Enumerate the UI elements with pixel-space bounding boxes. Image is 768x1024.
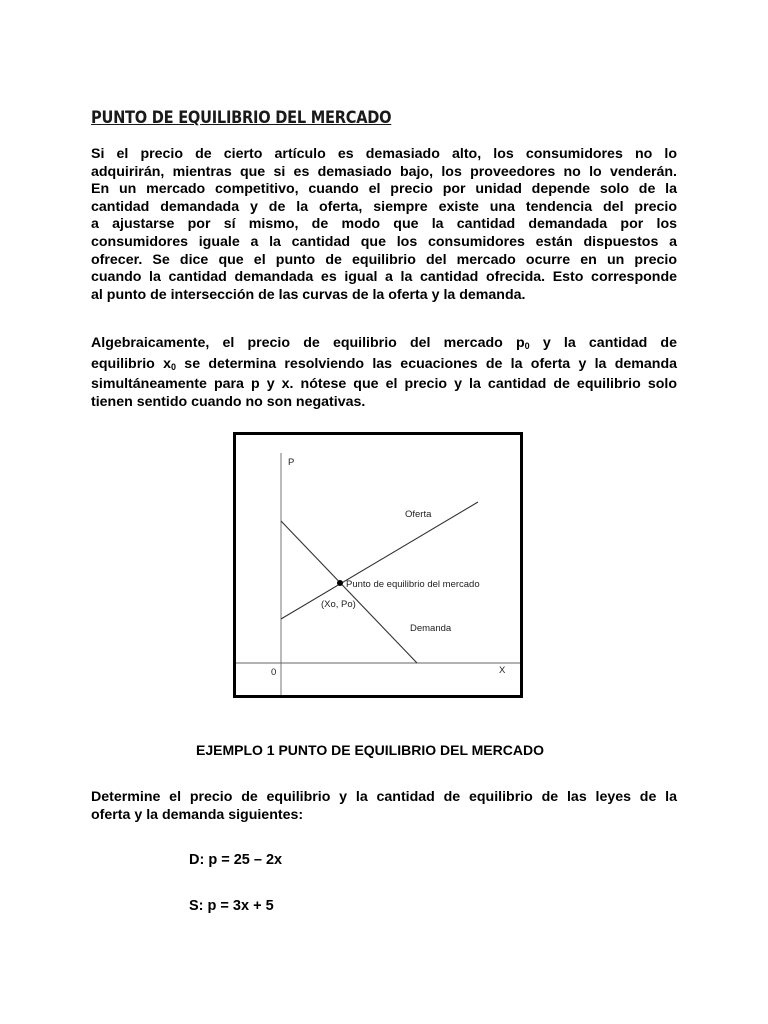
- example-title: EJEMPLO 1 PUNTO DE EQUILIBRIO DEL MERCADO: [196, 742, 544, 758]
- supply-label: Oferta: [405, 509, 432, 520]
- demand-equation: D: p = 25 – 2x: [189, 852, 283, 868]
- text-line: consumidores iguale a la cantidad que los consumidores están dispuestos a: [91, 233, 677, 250]
- supply-curve: [281, 502, 478, 619]
- text-line: simultáneamente para p y x. nótese que el precio y la cantidad de equilibrio solo: [91, 376, 677, 393]
- text-line: al punto de intersección de las curvas de la oferta y la demanda.: [91, 286, 526, 303]
- text-line: Si el precio de cierto artículo es demasiado alto, los consumidores no lo: [91, 146, 677, 162]
- text-line: equilibrio $x_0$ se determina resolviendo las ecuaciones de la oferta y la demanda: [91, 355, 677, 372]
- text-line: adquirirán, mientras que si es demasiado bajo, los proveedores no lo venderán.: [91, 163, 677, 180]
- x-axis-label: X: [499, 665, 506, 676]
- text-line: oferta y la demanda siguientes:: [91, 806, 304, 823]
- demand-label: Demanda: [410, 623, 452, 634]
- page-title: PUNTO DE EQUILIBRIO DEL MERCADO: [91, 108, 392, 128]
- text-line: En un mercado competitivo, cuando el precio por unidad depende solo de la: [91, 181, 677, 198]
- supply-equation: S: p = 3x + 5: [189, 898, 274, 914]
- equilibrium-label: Punto de equilibrio del mercado: [346, 579, 480, 590]
- text-line: cantidad demandada y de la oferta, siempre existe una tendencia del precio: [91, 198, 677, 215]
- text-line: cuando la cantidad demandada es igual a la cantidad ofrecida. Esto corresponde: [91, 269, 677, 286]
- supply-demand-diagram: [233, 432, 523, 698]
- text-line: a ajustarse por sí mismo, de modo que la cantidad demandada por los: [91, 216, 677, 233]
- demand-curve: [281, 521, 417, 663]
- y-axis-label: P: [288, 457, 295, 468]
- text-line: Algebraicamente, el precio de equilibrio del mercado $p_0$ y la cantidad de: [91, 335, 677, 351]
- intro-paragraph: [91, 146, 677, 304]
- example-prompt: [91, 789, 677, 824]
- text-line: ofrecer. Se dice que el punto de equilibrio del mercado ocurre en un precio: [91, 251, 677, 268]
- text-line: tienen sentido cuando no son negativas.: [91, 393, 366, 410]
- equilibrium-coords-label: (Xo, Po): [321, 599, 356, 610]
- diagram-svg: [236, 435, 520, 695]
- origin-label: 0: [271, 667, 277, 678]
- algebraic-paragraph: [91, 335, 677, 411]
- text-line: Determine el precio de equilibrio y la cantidad de equilibrio de las leyes de la: [91, 789, 677, 805]
- equilibrium-point: [337, 580, 343, 586]
